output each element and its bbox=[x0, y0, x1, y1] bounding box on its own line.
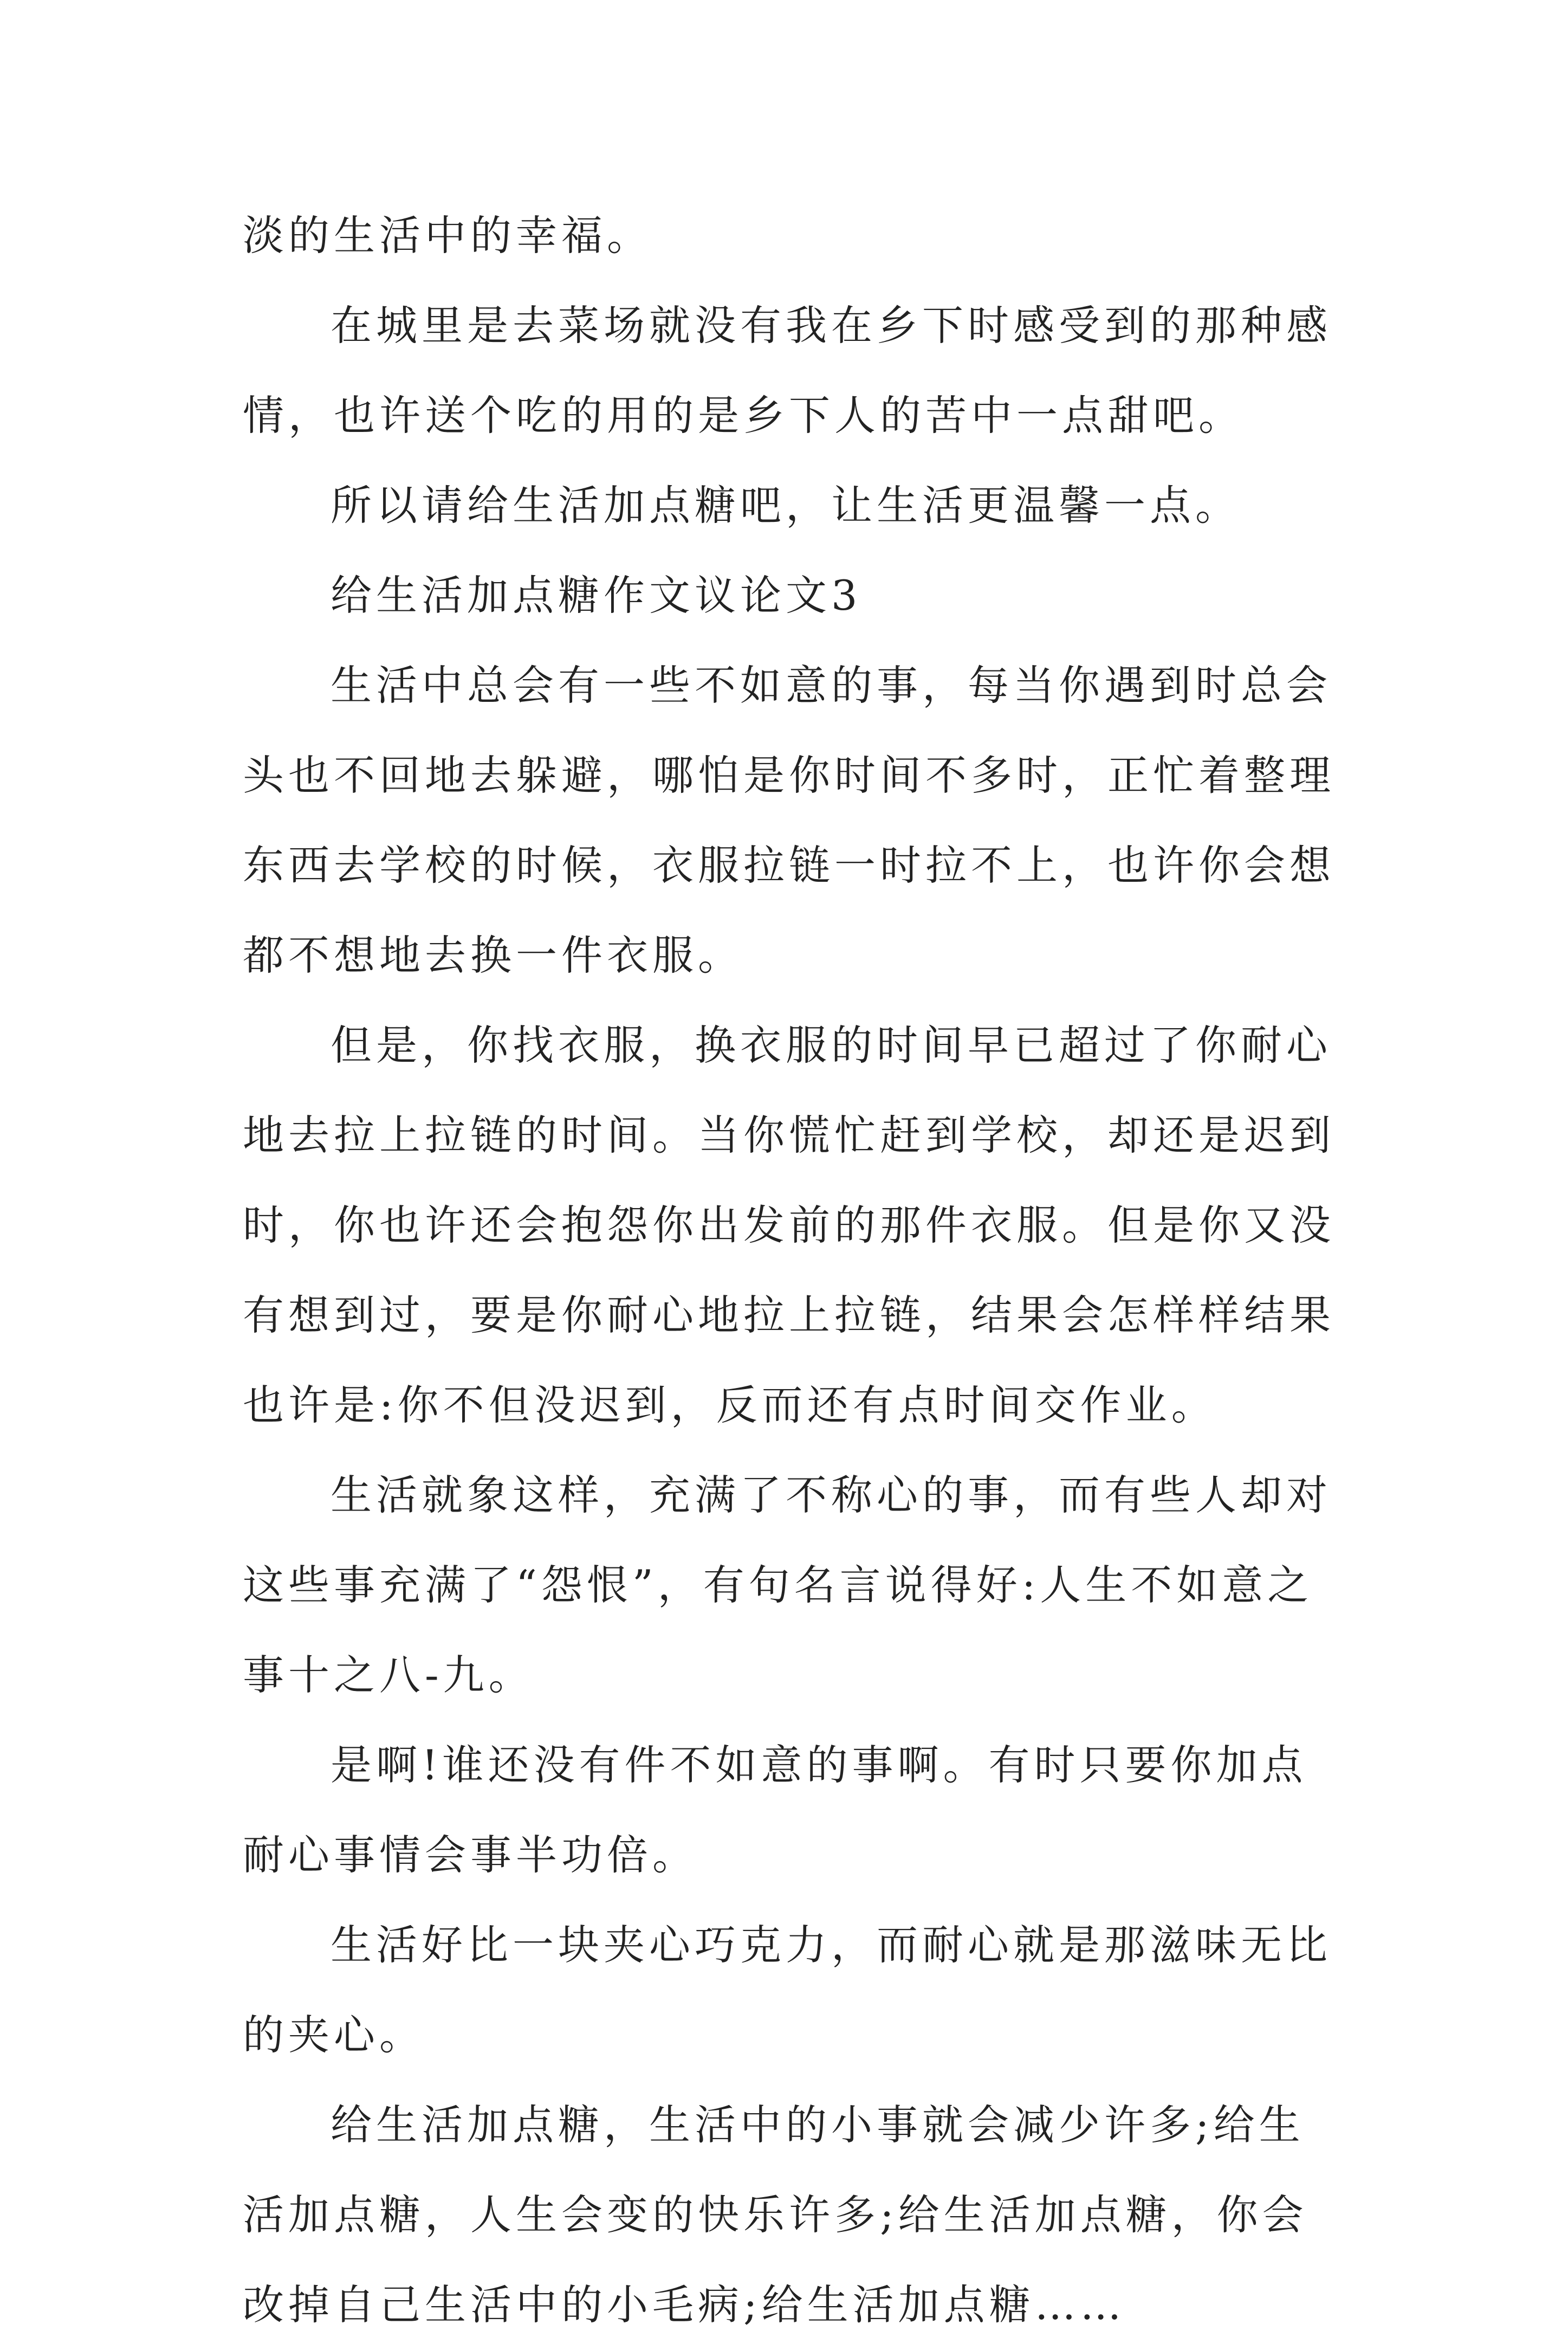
paragraph-conclusion: 给生活加点糖，生活中的小事就会减少许多;给生活加点糖，人生会变的快乐许多;给生活加点糖，你会改掉自己生活中的小毛病;给生活加点糖…… bbox=[243, 2101, 1308, 2329]
document-body bbox=[243, 191, 1337, 2350]
paragraph-life-like-this: 生活就象这样，充满了不称心的事，而有些人却对这些事充满了“怨恨”，有句名言说得好:人生不如意之事十之八-九。 bbox=[243, 1471, 1332, 1699]
paragraph-add-sugar-plea: 所以请给生活加点糖吧，让生活更温馨一点。 bbox=[331, 481, 1241, 530]
paragraph-continuation: 淡的生活中的幸福。 bbox=[243, 211, 652, 260]
paragraph-city-market: 在城里是去菜场就没有我在乡下时感受到的那种感情，也许送个吃的用的是乡下人的苦中一点甜吧。 bbox=[243, 301, 1332, 440]
section-heading: 给生活加点糖作文议论文3 bbox=[331, 571, 862, 619]
paragraph-unpleasant-things: 生活中总会有一些不如意的事，每当你遇到时总会头也不回地去躲避，哪怕是你时间不多时，正忙着整理东西去学校的时候，衣服拉链一时拉不上，也许你会想都不想地去换一件衣服。 bbox=[243, 661, 1335, 979]
paragraph-zipper-story: 但是，你找衣服，换衣服的时间早已超过了你耐心地去拉上拉链的时间。当你慌忙赶到学校，却还是迟到时，你也许还会抱怨你出发前的那件衣服。但是你又没有想到过，要是你耐心地拉上拉链，结果会怎样样结果也许是:你不但没迟到，反而还有点时间交作业。 bbox=[243, 1021, 1335, 1429]
paragraph-chocolate-metaphor: 生活好比一块夹心巧克力，而耐心就是那滋味无比的夹心。 bbox=[243, 1921, 1332, 2059]
paragraph-patience: 是啊!谁还没有件不如意的事啊。有时只要你加点耐心事情会事半功倍。 bbox=[243, 1741, 1307, 1879]
